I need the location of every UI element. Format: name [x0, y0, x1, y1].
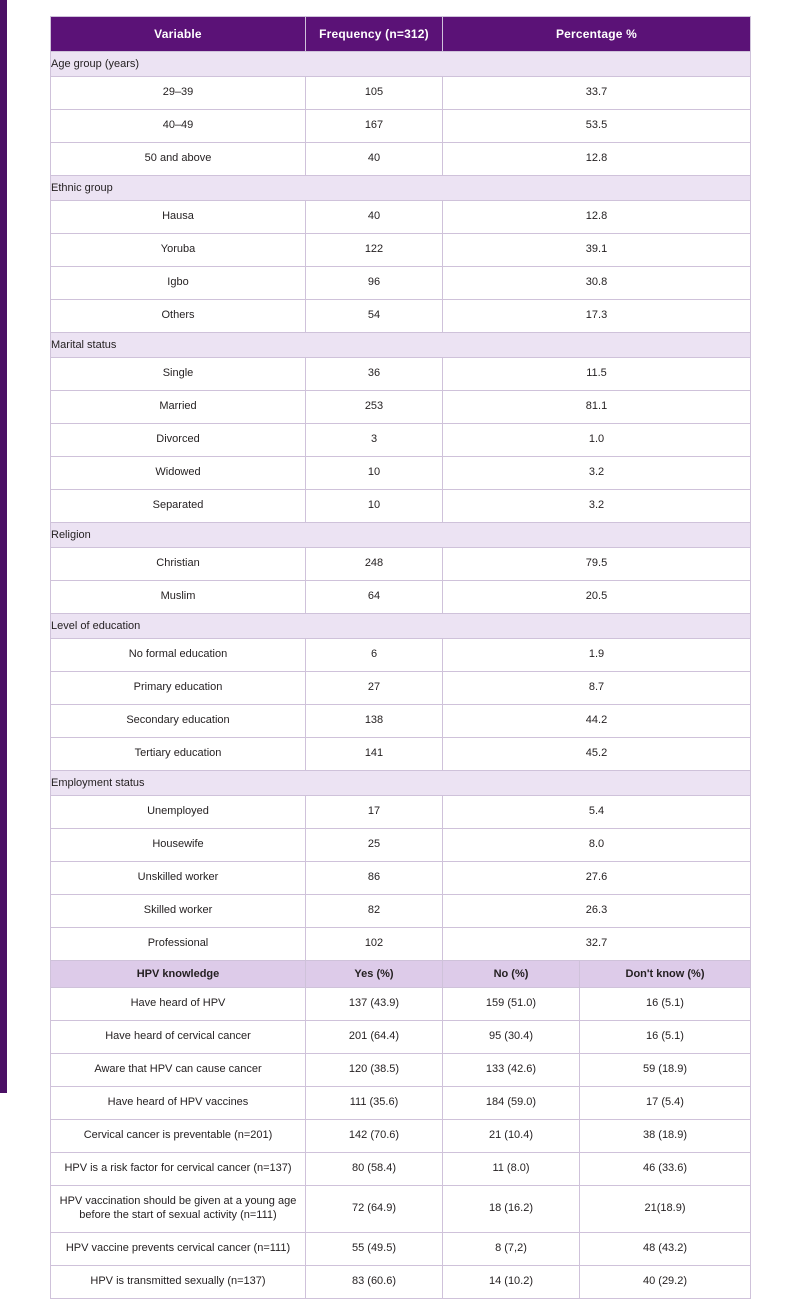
row-frequency: 54: [306, 300, 443, 333]
section-group-row: [51, 52, 751, 77]
row-label: Christian: [51, 548, 306, 581]
row-frequency: 122: [306, 234, 443, 267]
row-frequency: 27: [306, 672, 443, 705]
table-row: [51, 457, 751, 490]
knowledge-yes: 120 (38.5): [306, 1054, 443, 1087]
row-percentage: 33.7: [443, 77, 751, 110]
row-label: Yoruba: [51, 234, 306, 267]
row-percentage: 44.2: [443, 705, 751, 738]
knowledge-row-label: HPV vaccination should be given at a young age before the start of sexual activity (n=111): [51, 1186, 306, 1233]
knowledge-row: [51, 1233, 751, 1266]
knowledge-row: [51, 1021, 751, 1054]
row-label: Married: [51, 391, 306, 424]
table-row: [51, 201, 751, 234]
row-label: Primary education: [51, 672, 306, 705]
section-group-row: [51, 333, 751, 358]
row-frequency: 86: [306, 862, 443, 895]
knowledge-dont-know: 59 (18.9): [580, 1054, 751, 1087]
row-percentage: 5.4: [443, 796, 751, 829]
row-frequency: 6: [306, 639, 443, 672]
row-frequency: 40: [306, 143, 443, 176]
table-row: [51, 490, 751, 523]
row-label: Muslim: [51, 581, 306, 614]
knowledge-row-label: Have heard of HPV vaccines: [51, 1087, 306, 1120]
knowledge-dont-know: 48 (43.2): [580, 1233, 751, 1266]
table-row: [51, 705, 751, 738]
row-percentage: 79.5: [443, 548, 751, 581]
row-percentage: 27.6: [443, 862, 751, 895]
section-group-row: [51, 523, 751, 548]
knowledge-yes: 201 (64.4): [306, 1021, 443, 1054]
row-label: Secondary education: [51, 705, 306, 738]
row-percentage: 1.9: [443, 639, 751, 672]
column-header-percentage: Percentage %: [443, 17, 751, 52]
knowledge-no: 14 (10.2): [443, 1266, 580, 1299]
table-row: [51, 267, 751, 300]
knowledge-no: 133 (42.6): [443, 1054, 580, 1087]
table-row: [51, 424, 751, 457]
table-row: [51, 548, 751, 581]
table-row: [51, 358, 751, 391]
knowledge-yes: 83 (60.6): [306, 1266, 443, 1299]
knowledge-row-label: Cervical cancer is preventable (n=201): [51, 1120, 306, 1153]
row-frequency: 3: [306, 424, 443, 457]
knowledge-no: 18 (16.2): [443, 1186, 580, 1233]
row-label: Single: [51, 358, 306, 391]
knowledge-dont-know: 21(18.9): [580, 1186, 751, 1233]
knowledge-no: 184 (59.0): [443, 1087, 580, 1120]
knowledge-dont-know: 46 (33.6): [580, 1153, 751, 1186]
row-label: Others: [51, 300, 306, 333]
row-label: Unemployed: [51, 796, 306, 829]
table-body: [51, 52, 751, 1299]
row-frequency: 10: [306, 457, 443, 490]
knowledge-no: 159 (51.0): [443, 988, 580, 1021]
knowledge-yes: 80 (58.4): [306, 1153, 443, 1186]
row-label: Separated: [51, 490, 306, 523]
knowledge-row-label: HPV is transmitted sexually (n=137): [51, 1266, 306, 1299]
row-frequency: 138: [306, 705, 443, 738]
row-frequency: 248: [306, 548, 443, 581]
knowledge-column-header-0: HPV knowledge: [51, 961, 306, 988]
row-frequency: 141: [306, 738, 443, 771]
row-percentage: 12.8: [443, 143, 751, 176]
knowledge-row: [51, 1120, 751, 1153]
knowledge-no: 8 (7,2): [443, 1233, 580, 1266]
knowledge-column-header-1: Yes (%): [306, 961, 443, 988]
table-row: [51, 738, 751, 771]
row-frequency: 17: [306, 796, 443, 829]
table-row: [51, 862, 751, 895]
knowledge-row-label: HPV vaccine prevents cervical cancer (n=111): [51, 1233, 306, 1266]
row-frequency: 10: [306, 490, 443, 523]
section-group-label: Age group (years): [51, 52, 751, 77]
row-percentage: 39.1: [443, 234, 751, 267]
row-percentage: 30.8: [443, 267, 751, 300]
table-row: [51, 234, 751, 267]
knowledge-dont-know: 17 (5.4): [580, 1087, 751, 1120]
knowledge-column-header-3: Don't know (%): [580, 961, 751, 988]
knowledge-header-row: [51, 961, 751, 988]
row-percentage: 3.2: [443, 490, 751, 523]
table-row: [51, 110, 751, 143]
section-group-label: Level of education: [51, 614, 751, 639]
knowledge-yes: 55 (49.5): [306, 1233, 443, 1266]
table-row: [51, 581, 751, 614]
row-percentage: 8.0: [443, 829, 751, 862]
demographics-table: [50, 16, 751, 1299]
row-percentage: 26.3: [443, 895, 751, 928]
table-header-row: [51, 17, 751, 52]
knowledge-dont-know: 16 (5.1): [580, 1021, 751, 1054]
row-percentage: 32.7: [443, 928, 751, 961]
row-label: Housewife: [51, 829, 306, 862]
row-percentage: 53.5: [443, 110, 751, 143]
knowledge-row-label: Have heard of HPV: [51, 988, 306, 1021]
row-percentage: 12.8: [443, 201, 751, 234]
table-row: [51, 928, 751, 961]
knowledge-yes: 137 (43.9): [306, 988, 443, 1021]
knowledge-row: [51, 1186, 751, 1233]
accent-bar: [0, 0, 7, 1093]
row-label: Unskilled worker: [51, 862, 306, 895]
table-row: [51, 639, 751, 672]
row-label: 29–39: [51, 77, 306, 110]
knowledge-dont-know: 38 (18.9): [580, 1120, 751, 1153]
row-label: Skilled worker: [51, 895, 306, 928]
row-label: 50 and above: [51, 143, 306, 176]
row-frequency: 82: [306, 895, 443, 928]
table-row: [51, 829, 751, 862]
table-row: [51, 300, 751, 333]
row-percentage: 3.2: [443, 457, 751, 490]
row-frequency: 167: [306, 110, 443, 143]
knowledge-row-label: Have heard of cervical cancer: [51, 1021, 306, 1054]
knowledge-row: [51, 1153, 751, 1186]
row-frequency: 102: [306, 928, 443, 961]
column-header-variable: Variable: [51, 17, 306, 52]
knowledge-row: [51, 1087, 751, 1120]
knowledge-row: [51, 1266, 751, 1299]
knowledge-yes: 111 (35.6): [306, 1087, 443, 1120]
section-group-row: [51, 176, 751, 201]
row-frequency: 96: [306, 267, 443, 300]
knowledge-yes: 142 (70.6): [306, 1120, 443, 1153]
knowledge-yes: 72 (64.9): [306, 1186, 443, 1233]
section-group-label: Employment status: [51, 771, 751, 796]
knowledge-column-header-2: No (%): [443, 961, 580, 988]
row-percentage: 45.2: [443, 738, 751, 771]
knowledge-dont-know: 40 (29.2): [580, 1266, 751, 1299]
row-frequency: 64: [306, 581, 443, 614]
knowledge-no: 11 (8.0): [443, 1153, 580, 1186]
row-percentage: 11.5: [443, 358, 751, 391]
row-percentage: 17.3: [443, 300, 751, 333]
row-label: Tertiary education: [51, 738, 306, 771]
row-label: Divorced: [51, 424, 306, 457]
table-row: [51, 796, 751, 829]
table-header: [51, 17, 751, 52]
row-percentage: 1.0: [443, 424, 751, 457]
knowledge-no: 95 (30.4): [443, 1021, 580, 1054]
row-label: Hausa: [51, 201, 306, 234]
row-frequency: 36: [306, 358, 443, 391]
table-row: [51, 143, 751, 176]
row-label: 40–49: [51, 110, 306, 143]
knowledge-row-label: HPV is a risk factor for cervical cancer (n=137): [51, 1153, 306, 1186]
row-frequency: 40: [306, 201, 443, 234]
row-frequency: 253: [306, 391, 443, 424]
section-group-row: [51, 771, 751, 796]
knowledge-row: [51, 988, 751, 1021]
row-percentage: 8.7: [443, 672, 751, 705]
row-label: No formal education: [51, 639, 306, 672]
knowledge-dont-know: 16 (5.1): [580, 988, 751, 1021]
row-percentage: 20.5: [443, 581, 751, 614]
section-group-label: Ethnic group: [51, 176, 751, 201]
row-frequency: 25: [306, 829, 443, 862]
table-row: [51, 77, 751, 110]
knowledge-no: 21 (10.4): [443, 1120, 580, 1153]
row-frequency: 105: [306, 77, 443, 110]
row-label: Widowed: [51, 457, 306, 490]
column-header-frequency: Frequency (n=312): [306, 17, 443, 52]
table-row: [51, 895, 751, 928]
table-row: [51, 391, 751, 424]
row-percentage: 81.1: [443, 391, 751, 424]
section-group-label: Religion: [51, 523, 751, 548]
section-group-row: [51, 614, 751, 639]
knowledge-row-label: Aware that HPV can cause cancer: [51, 1054, 306, 1087]
table-row: [51, 672, 751, 705]
row-label: Igbo: [51, 267, 306, 300]
row-label: Professional: [51, 928, 306, 961]
section-group-label: Marital status: [51, 333, 751, 358]
knowledge-row: [51, 1054, 751, 1087]
